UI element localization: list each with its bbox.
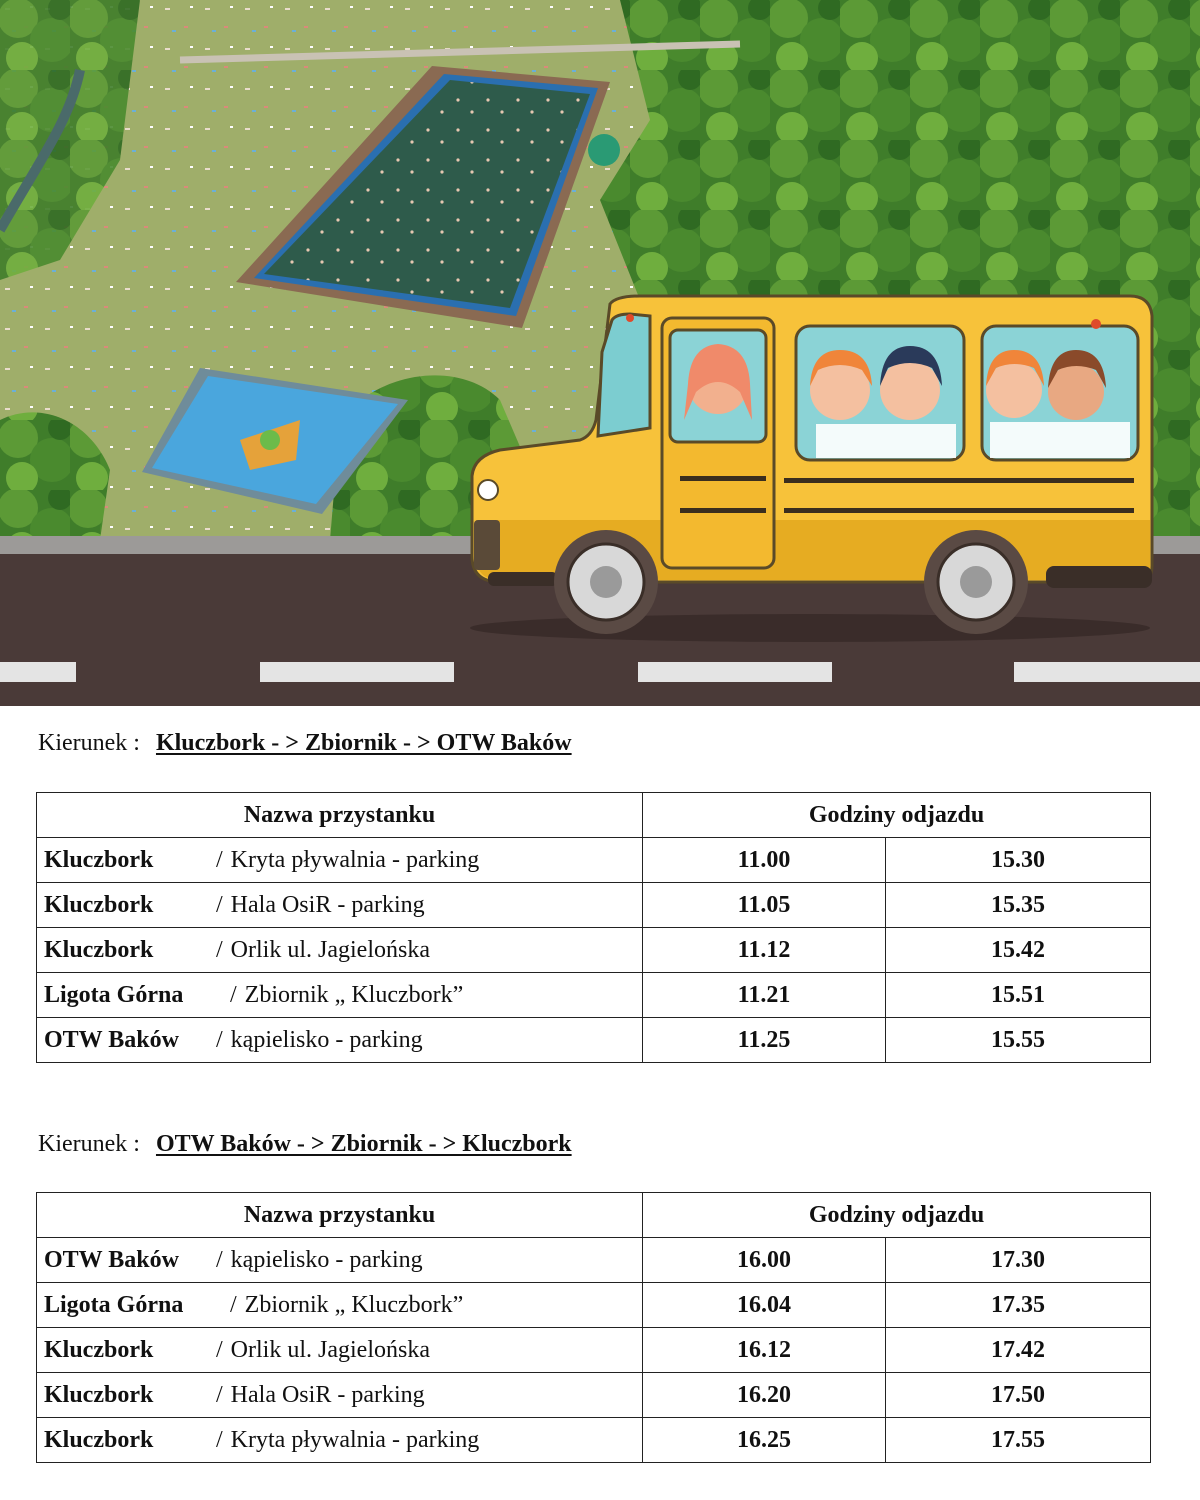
stop-separator: / xyxy=(230,1291,237,1318)
column-header-stop: Nazwa przystanku xyxy=(37,1193,643,1238)
departure-time: 11.00 xyxy=(643,838,886,883)
stop-name-cell xyxy=(37,1283,643,1328)
departure-time: 11.05 xyxy=(643,883,886,928)
stop-name-cell xyxy=(37,1373,643,1418)
departure-time: 16.12 xyxy=(643,1328,886,1373)
stop-location: Zbiornik „ Kluczbork” xyxy=(244,981,464,1008)
stop-location: kąpielisko - parking xyxy=(230,1246,423,1273)
stop-separator: / xyxy=(216,1026,223,1053)
column-header-stop: Nazwa przystanku xyxy=(37,793,643,838)
stop-town: Ligota Górna xyxy=(44,1291,184,1318)
stop-name-cell xyxy=(37,928,643,973)
stop-separator: / xyxy=(216,1381,223,1408)
table-row xyxy=(37,1418,1151,1463)
departure-time: 15.42 xyxy=(886,928,1151,973)
stop-town: Kluczbork xyxy=(44,1336,154,1363)
departure-time: 16.20 xyxy=(643,1373,886,1418)
direction-heading-1 xyxy=(38,730,572,757)
stop-separator: / xyxy=(216,846,223,873)
direction-heading-2 xyxy=(38,1131,572,1158)
hero-illustration xyxy=(0,0,1200,706)
stop-name-cell xyxy=(37,838,643,883)
departure-time: 17.55 xyxy=(886,1418,1151,1463)
stop-town: OTW Baków xyxy=(44,1026,179,1053)
stop-location: Kryta pływalnia - parking xyxy=(230,846,480,873)
departure-time: 16.04 xyxy=(643,1283,886,1328)
table-row xyxy=(37,838,1151,883)
departure-time: 15.30 xyxy=(886,838,1151,883)
departure-time: 11.25 xyxy=(643,1018,886,1063)
departure-time: 16.00 xyxy=(643,1238,886,1283)
stop-name-cell xyxy=(37,883,643,928)
stop-location: kąpielisko - parking xyxy=(230,1026,423,1053)
stop-location: Zbiornik „ Kluczbork” xyxy=(244,1291,464,1318)
stop-name-cell xyxy=(37,1018,643,1063)
table-row xyxy=(37,1328,1151,1373)
departure-time: 17.35 xyxy=(886,1283,1151,1328)
stop-name-cell xyxy=(37,973,643,1018)
stop-name-cell xyxy=(37,1238,643,1283)
stop-location: Hala OsiR - parking xyxy=(230,891,425,918)
stop-name-cell xyxy=(37,1418,643,1463)
table-row xyxy=(37,1373,1151,1418)
departure-time: 11.21 xyxy=(643,973,886,1018)
stop-separator: / xyxy=(216,1426,223,1453)
stop-location: Orlik ul. Jagielońska xyxy=(230,1336,430,1363)
stop-location: Hala OsiR - parking xyxy=(230,1381,425,1408)
departure-time: 15.51 xyxy=(886,973,1151,1018)
departure-time: 16.25 xyxy=(643,1418,886,1463)
stop-separator: / xyxy=(216,891,223,918)
direction-label: Kierunek : xyxy=(38,730,140,756)
stop-location: Kryta pływalnia - parking xyxy=(230,1426,480,1453)
stop-town: Kluczbork xyxy=(44,891,154,918)
timetable-table-1 xyxy=(36,792,1151,1063)
departure-time: 17.42 xyxy=(886,1328,1151,1373)
direction-route: OTW Baków - > Zbiornik - > Kluczbork xyxy=(155,1131,572,1157)
stop-town: Kluczbork xyxy=(44,936,154,963)
direction-route: Kluczbork - > Zbiornik - > OTW Baków xyxy=(155,730,572,756)
departure-time: 15.55 xyxy=(886,1018,1151,1063)
departure-time: 17.50 xyxy=(886,1373,1151,1418)
column-header-times: Godziny odjazdu xyxy=(643,1193,1151,1238)
stop-town: Kluczbork xyxy=(44,1426,154,1453)
stop-name-cell xyxy=(37,1328,643,1373)
table-header-row xyxy=(37,793,1151,838)
table-row xyxy=(37,1238,1151,1283)
table-row xyxy=(37,1283,1151,1328)
column-header-times: Godziny odjazdu xyxy=(643,793,1151,838)
departure-time: 11.12 xyxy=(643,928,886,973)
table-row xyxy=(37,883,1151,928)
timetable-table-2 xyxy=(36,1192,1151,1463)
table-row xyxy=(37,973,1151,1018)
table-row xyxy=(37,928,1151,973)
table-row xyxy=(37,1018,1151,1063)
departure-time: 17.30 xyxy=(886,1238,1151,1283)
departure-time: 15.35 xyxy=(886,883,1151,928)
stop-town: Kluczbork xyxy=(44,1381,154,1408)
stop-town: Kluczbork xyxy=(44,846,154,873)
stop-town: Ligota Górna xyxy=(44,981,184,1008)
stop-separator: / xyxy=(216,936,223,963)
stop-separator: / xyxy=(230,981,237,1008)
stop-location: Orlik ul. Jagielońska xyxy=(230,936,430,963)
stop-separator: / xyxy=(216,1336,223,1363)
direction-label: Kierunek : xyxy=(38,1131,140,1157)
stop-town: OTW Baków xyxy=(44,1246,179,1273)
stop-separator: / xyxy=(216,1246,223,1273)
table-header-row xyxy=(37,1193,1151,1238)
